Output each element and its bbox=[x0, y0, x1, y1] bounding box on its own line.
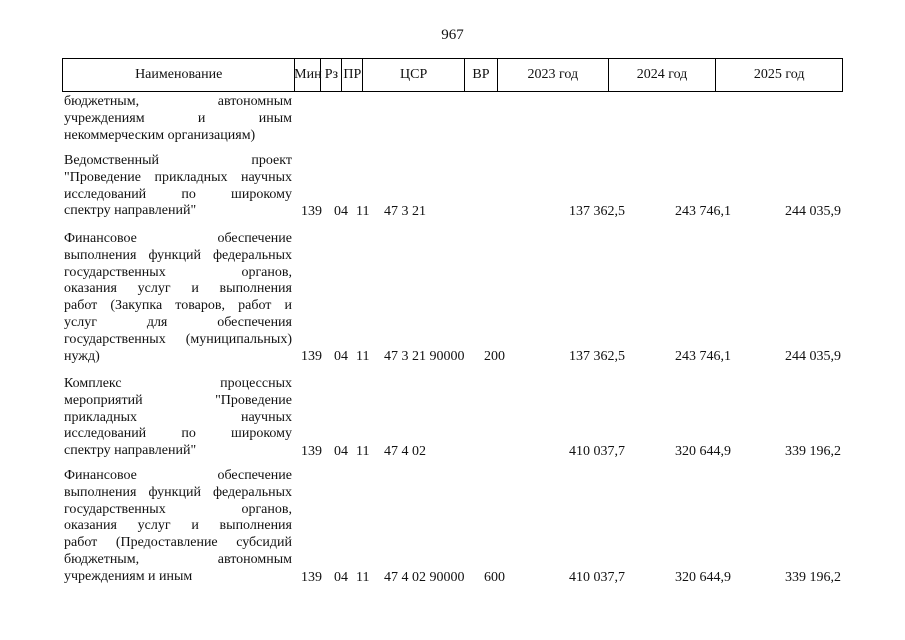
row-name-line: выполнения функций федеральных bbox=[64, 484, 292, 500]
cell-min: 139 bbox=[301, 569, 322, 585]
header-min: Мин bbox=[295, 59, 321, 91]
row-name bbox=[64, 231, 292, 365]
table-row bbox=[62, 376, 843, 460]
header-2025: 2025 год bbox=[753, 67, 805, 82]
table-row bbox=[62, 94, 843, 144]
cell-y2025: 339 196,2 bbox=[785, 444, 841, 459]
row-name-line: выполнения функций федеральных bbox=[64, 247, 292, 263]
cell-y2025: 244 035,9 bbox=[785, 349, 841, 365]
table-header bbox=[62, 58, 843, 92]
row-name-line: прикладных научных bbox=[64, 409, 292, 425]
cell-y2023: 137 362,5 bbox=[569, 204, 625, 220]
cell-min: 139 bbox=[301, 349, 322, 365]
cell-rz: 04 bbox=[334, 349, 348, 365]
cell-csr: 47 3 21 bbox=[384, 204, 426, 220]
cell-y2025: 244 035,9 bbox=[785, 204, 841, 220]
row-name-line: некоммерческим организациям) bbox=[64, 127, 256, 143]
row-name-line: нужд) bbox=[64, 348, 100, 364]
row-name-line: бюджетным, автономным bbox=[64, 94, 292, 109]
header-vr: ВР bbox=[465, 59, 498, 91]
row-name-line: мероприятий "Проведение bbox=[64, 392, 292, 408]
row-values bbox=[62, 443, 843, 460]
table-row bbox=[62, 468, 843, 586]
cell-vr: 600 bbox=[484, 569, 505, 585]
row-name-line: государственных органов, bbox=[64, 264, 292, 280]
row-name-line: государственных органов, bbox=[64, 501, 292, 517]
row-name-line: оказания услуг и выполнения bbox=[64, 518, 292, 534]
row-name-line: исследований по широкому bbox=[64, 426, 292, 442]
header-rz: Рз bbox=[321, 59, 342, 91]
row-name-line: исследований по широкому bbox=[64, 186, 292, 202]
row-name-line: Ведомственный проект bbox=[64, 153, 292, 168]
row-name-line: услуг для обеспечения bbox=[64, 314, 292, 330]
row-name-line: государственных (муниципальных) bbox=[64, 331, 292, 347]
cell-y2024: 243 746,1 bbox=[675, 204, 731, 220]
cell-csr: 47 4 02 bbox=[384, 444, 426, 459]
row-name-line: работ (Закупка товаров, работ и bbox=[64, 298, 292, 314]
table-row bbox=[62, 153, 843, 220]
cell-csr: 47 3 21 90000 bbox=[384, 349, 465, 365]
table-row bbox=[62, 231, 843, 365]
cell-y2024: 320 644,9 bbox=[675, 444, 731, 459]
cell-y2024: 320 644,9 bbox=[675, 569, 731, 585]
cell-rz: 04 bbox=[334, 444, 348, 459]
cell-pr: 11 bbox=[356, 349, 370, 365]
row-values bbox=[62, 348, 843, 365]
row-values bbox=[62, 127, 843, 144]
row-name-line: Финансовое обеспечение bbox=[64, 231, 292, 246]
cell-rz: 04 bbox=[334, 569, 348, 585]
cell-vr: 200 bbox=[484, 349, 505, 365]
cell-y2025: 339 196,2 bbox=[785, 569, 841, 585]
cell-y2024: 243 746,1 bbox=[675, 349, 731, 365]
cell-pr: 11 bbox=[356, 444, 370, 459]
row-values bbox=[62, 203, 843, 220]
header-csr: ЦСР bbox=[363, 59, 465, 91]
cell-rz: 04 bbox=[334, 204, 348, 220]
row-name-line: учреждениям и иным bbox=[64, 568, 193, 584]
page-number: 967 bbox=[441, 27, 464, 43]
row-name-line: Финансовое обеспечение bbox=[64, 468, 292, 483]
header-2024: 2024 год bbox=[609, 59, 717, 91]
cell-min: 139 bbox=[301, 204, 322, 220]
cell-y2023: 410 037,7 bbox=[569, 444, 625, 459]
cell-min: 139 bbox=[301, 444, 322, 459]
cell-y2023: 137 362,5 bbox=[569, 349, 625, 365]
row-name-line: спектру направлений" bbox=[64, 203, 197, 219]
row-name-line: "Проведение прикладных научных bbox=[64, 169, 292, 185]
row-name-line: спектру направлений" bbox=[64, 443, 197, 459]
row-name-line: Комплекс процессных bbox=[64, 376, 292, 391]
cell-y2023: 410 037,7 bbox=[569, 569, 625, 585]
header-pr: ПР bbox=[342, 59, 363, 91]
header-name: Наименование bbox=[63, 59, 295, 91]
row-name-line: бюджетным, автономным bbox=[64, 551, 292, 567]
cell-pr: 11 bbox=[356, 204, 370, 220]
cell-pr: 11 bbox=[356, 569, 370, 585]
header-2023: 2023 год bbox=[498, 59, 609, 91]
cell-csr: 47 4 02 90000 bbox=[384, 569, 465, 585]
row-name-line: работ (Предоставление субсидий bbox=[64, 535, 292, 551]
row-name-line: оказания услуг и выполнения bbox=[64, 281, 292, 297]
row-name-line: учреждениям и иным bbox=[64, 110, 292, 126]
row-values bbox=[62, 569, 843, 586]
